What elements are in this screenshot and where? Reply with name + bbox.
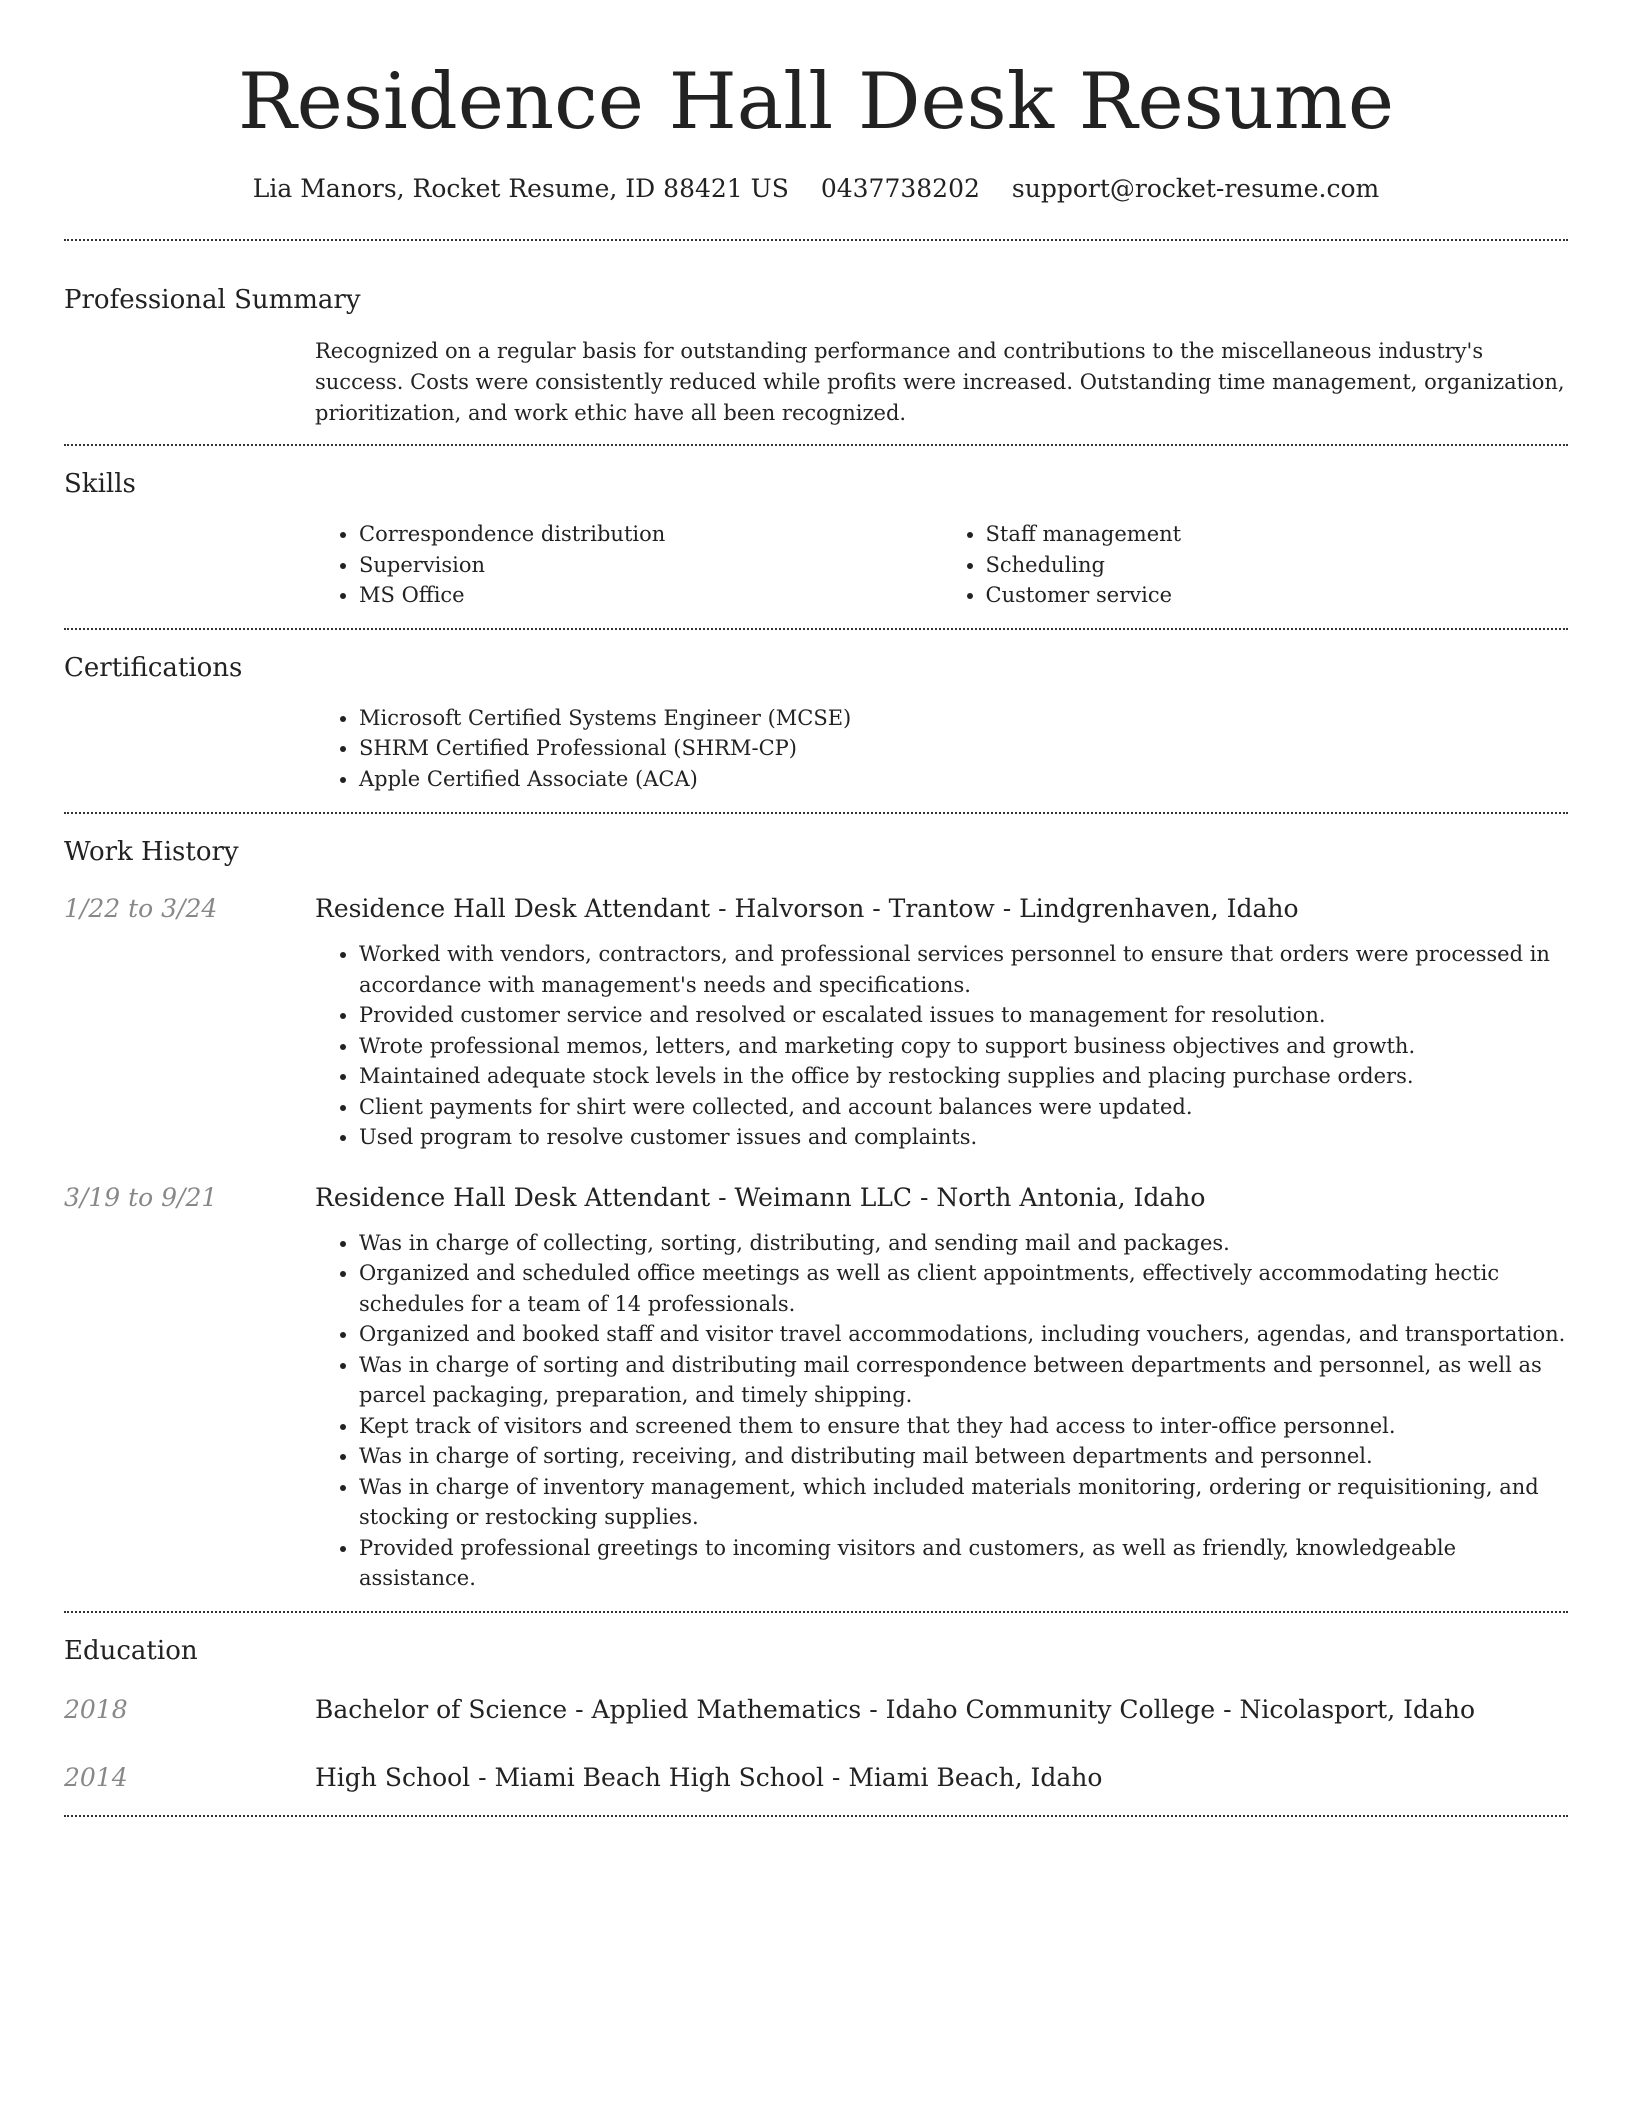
resume-title: Residence Hall Desk Resume (237, 57, 1395, 147)
education-entry (64, 1761, 1568, 1795)
job-bullet: • Organized and booked staff and visitor travel accommodations, including vouchers, agendas, and transportation. (359, 1319, 1568, 1350)
certification-item: • Microsoft Certified Systems Engineer (MCSE) (359, 703, 1568, 734)
job-bullet: • Maintained adequate stock levels in the office by restocking supplies and placing purchase orders. (359, 1061, 1568, 1092)
work-history-heading: Work History (64, 837, 239, 867)
section-divider (64, 444, 1568, 446)
skills-column-left (315, 519, 942, 611)
job-bullet: • Worked with vendors, contractors, and professional services personnel to ensure that orders were processed in accordance with management's needs and specifications. (359, 939, 1568, 1000)
job-bullets (315, 1228, 1568, 1594)
certifications-heading: Certifications (64, 652, 243, 683)
summary-heading: Professional Summary (64, 285, 361, 315)
skill-item: • Customer service (986, 580, 1569, 611)
skill-item: • Supervision (359, 550, 942, 581)
job-bullet: • Was in charge of sorting and distributing mail correspondence between departments and personnel, as well as parcel packaging, preparation, and timely shipping. (359, 1350, 1568, 1411)
certification-item: • Apple Certified Associate (ACA) (359, 764, 1568, 795)
skills-heading: Skills (64, 469, 136, 499)
job-bullet: • Client payments for shirt were collected, and account balances were updated. (359, 1092, 1568, 1123)
section-divider (64, 1611, 1568, 1613)
education-title-line (315, 1761, 1568, 1795)
job-bullet: • Provided customer service and resolved or escalated issues to management for resolution. (359, 1000, 1568, 1031)
job-entry (64, 1181, 1568, 1594)
job-bullet: • Was in charge of collecting, sorting, distributing, and sending mail and packages. (359, 1228, 1568, 1259)
contact-line (64, 172, 1568, 206)
job-bullet: • Wrote professional memos, letters, and marketing copy to support business objectives and growth. (359, 1031, 1568, 1062)
contact-email: support@rocket-resume.com (1011, 174, 1380, 203)
summary-text: Recognized on a regular basis for outstanding performance and contributions to the miscellaneous industry's success. Costs were consistently reduced while profits were increased. Outstanding time management, organization, prioritization, and work ethic have all been recognized. (315, 339, 1565, 425)
section-divider (64, 239, 1568, 241)
section-divider (64, 812, 1568, 814)
certification-item: • SHRM Certified Professional (SHRM-CP) (359, 733, 1568, 764)
education-degree: High School (315, 1762, 471, 1792)
job-bullet: • Was in charge of inventory management, which included materials monitoring, ordering or requisitioning, and stocking or restocking supplies. (359, 1472, 1568, 1533)
job-entry (64, 892, 1568, 1153)
education-degree: Bachelor of Science - Applied Mathematics (315, 1694, 862, 1724)
skill-item: • Scheduling (986, 550, 1569, 581)
education-year: 2018 (64, 1694, 128, 1724)
job-role: Residence Hall Desk Attendant (315, 1182, 711, 1212)
skills-list (315, 519, 1568, 611)
job-dates: 1/22 to 3/24 (64, 894, 218, 923)
resume-page (64, 0, 1568, 1817)
job-bullet: • Provided professional greetings to incoming visitors and customers, as well as friendly, knowledgeable assistance. (359, 1533, 1568, 1594)
skill-item: • MS Office (359, 580, 942, 611)
contact-address: Lia Manors, Rocket Resume, ID 88421 US (252, 174, 789, 203)
job-dates: 3/19 to 9/21 (64, 1182, 218, 1212)
education-title-line (315, 1693, 1568, 1727)
job-bullet: • Used program to resolve customer issues and complaints. (359, 1122, 1568, 1153)
job-bullet: • Was in charge of sorting, receiving, and distributing mail between departments and personnel. (359, 1441, 1568, 1472)
job-title-line (315, 892, 1568, 926)
education-entry (64, 1693, 1568, 1727)
job-employer-location: - Halvorson - Trantow - Lindgrenhaven, Idaho (710, 894, 1299, 923)
job-role: Residence Hall Desk Attendant (315, 894, 711, 923)
job-employer-location: - Weimann LLC - North Antonia, Idaho (710, 1182, 1206, 1212)
skills-column-right (942, 519, 1569, 611)
section-divider (64, 1815, 1568, 1817)
education-year: 2014 (64, 1762, 128, 1792)
section-divider (64, 628, 1568, 630)
education-school-location: - Idaho Community College - Nicolasport, Idaho (861, 1694, 1476, 1724)
certifications-list (315, 703, 1568, 795)
education-heading: Education (64, 1635, 198, 1666)
job-bullet: • Kept track of visitors and screened them to ensure that they had access to inter-office personnel. (359, 1411, 1568, 1442)
job-title-line (315, 1181, 1568, 1215)
education-school-location: - Miami Beach High School - Miami Beach, Idaho (470, 1762, 1103, 1792)
skill-item: • Correspondence distribution (359, 519, 942, 550)
job-bullets (315, 939, 1568, 1153)
contact-phone: 0437738202 (820, 174, 980, 203)
job-bullet: • Organized and scheduled office meetings as well as client appointments, effectively accommodating hectic schedules for a team of 14 professionals. (359, 1258, 1568, 1319)
skill-item: • Staff management (986, 519, 1569, 550)
